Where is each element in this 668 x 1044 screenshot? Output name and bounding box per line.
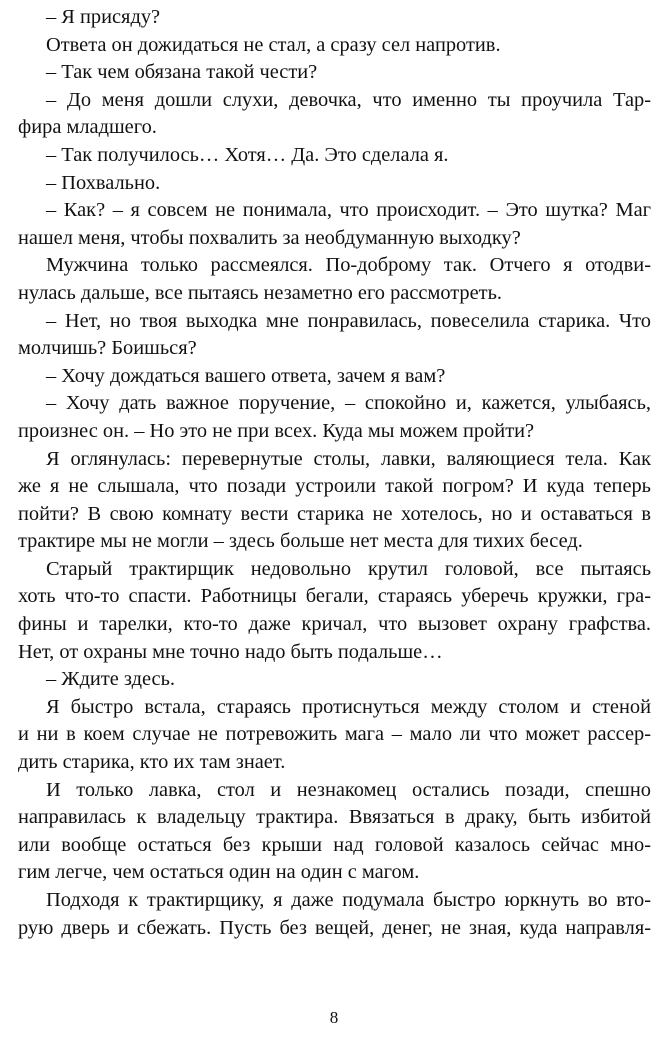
text-line: – До меня дошли слухи, девочка, что именно ты проучила Тар- [46, 88, 651, 111]
text-line: гим легче, чем остаться один на один с магом. [18, 861, 420, 884]
text-line: нулась дальше, все пытаясь незаметно его рассмотреть. [18, 281, 502, 304]
text-line: – Так чем обязана такой чести? [46, 61, 318, 84]
text-line: Мужчина только рассмеялся. По-доброму так. Отчего я отодви- [46, 254, 651, 277]
text-line: – Хочу дать важное поручение, – спокойно и, кажется, улыбаясь, [46, 392, 651, 415]
text-line: пойти? В свою комнату вести старика не хотелось, но и оставаться в [18, 502, 651, 525]
page-text-body [18, 4, 651, 942]
text-line: Ответа он дожидаться не стал, а сразу сел напротив. [46, 33, 501, 56]
text-line: – Я присяду? [46, 6, 161, 28]
text-line: – Так получилось… Хотя… Да. Это сделала я. [46, 143, 449, 166]
text-line: фира младшего. [18, 116, 157, 139]
page-number: 8 [329, 1008, 339, 1027]
text-line: молчишь? Боишься? [18, 337, 197, 360]
text-line: рую дверь и сбежать. Пусть без вещей, денег, не зная, куда направля- [18, 916, 651, 939]
text-line: направилась к владельцу трактира. Ввязаться в драку, быть избитой [18, 806, 651, 829]
text-line: нашел меня, чтобы похвалить за необдуманную выходку? [18, 226, 521, 249]
text-line: и ни в коем случае не потревожить мага – мало ли что может рассер- [18, 723, 651, 746]
text-line: или вообще остаться без крыши над головой казалось сейчас мно- [18, 833, 651, 856]
text-line: – Нет, но твоя выходка мне понравилась, повеселила старика. Что [46, 309, 651, 332]
text-line: произнес он. – Но это не при всех. Куда мы можем пройти? [18, 419, 535, 442]
text-line: – Ждите здесь. [46, 668, 175, 691]
text-line: Старый трактирщик недовольно крутил головой, все пытаясь [46, 557, 651, 580]
text-line: Я быстро встала, стараясь протиснуться между столом и стеной [46, 695, 651, 718]
text-line: хоть что-то спасти. Работницы бегали, стараясь уберечь кружки, гра- [18, 585, 651, 608]
text-line: Нет, от охраны мне точно надо быть подальше… [18, 640, 443, 663]
text-line: Подходя к трактирщику, я даже подумала быстро юркнуть во вто- [46, 889, 651, 911]
text-line: фины и тарелки, кто-то даже кричал, что вызовет охрану графства. [18, 613, 651, 636]
text-line: – Как? – я совсем не понимала, что происходит. – Это шутка? Маг [46, 199, 651, 222]
text-line: же я не слышала, что позади устроили такой погром? И куда теперь [18, 475, 651, 498]
text-line: Я оглянулась: перевернутые столы, лавки, валяющиеся тела. Как [46, 447, 651, 470]
text-line: трактире мы не могли – здесь больше нет места для тихих бесед. [18, 530, 583, 553]
text-line: – Похвально. [46, 171, 161, 194]
text-line: И только лавка, стол и незнакомец остались позади, спешно [46, 778, 651, 801]
text-line: – Хочу дождаться вашего ответа, зачем я вам? [46, 364, 446, 387]
text-line: дить старика, кто их там знает. [18, 751, 286, 774]
